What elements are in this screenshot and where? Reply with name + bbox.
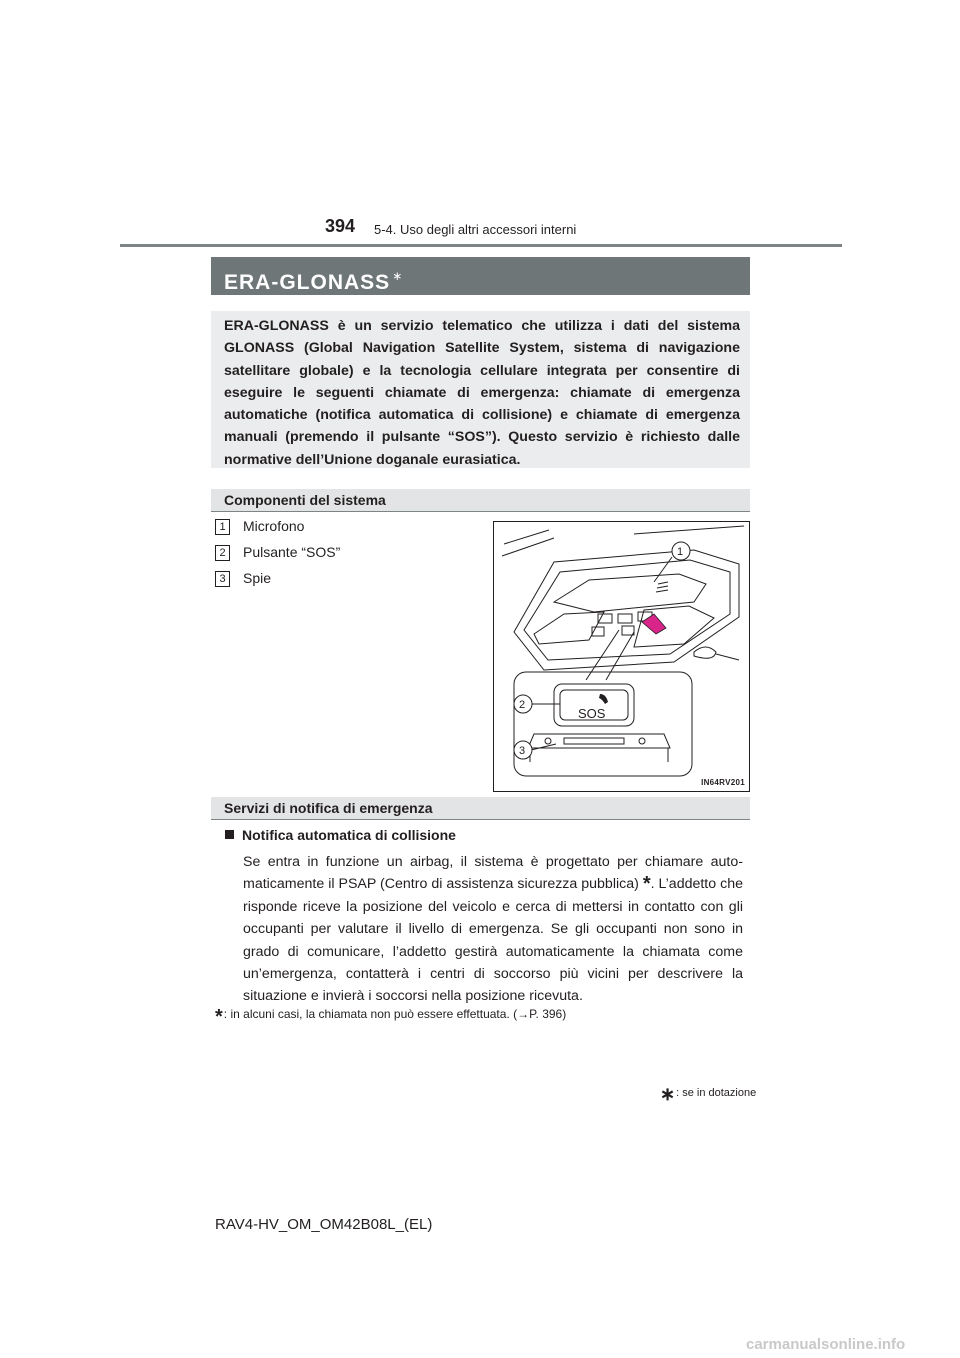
footnote-star: *	[642, 873, 651, 896]
section-title: ERA-GLONASS	[224, 271, 391, 294]
highlight-arrow-icon	[642, 614, 666, 634]
title-marker: ∗	[392, 269, 404, 283]
chapter-title: 5-4. Uso degli altri accessori interni	[374, 222, 577, 237]
overhead-console-figure	[493, 521, 750, 792]
bullet-heading	[225, 827, 456, 843]
collision-notification-text	[243, 851, 743, 1008]
availability-text: : se in dotazione	[676, 1087, 757, 1099]
availability-marker: ∗	[660, 1084, 676, 1104]
intro-box	[211, 311, 750, 468]
callout-3: 3	[519, 745, 526, 757]
footnote	[215, 1006, 566, 1029]
document-code: RAV4-HV_OM_OM42B08L_(EL)	[215, 1216, 433, 1233]
component-label-1: Microfono	[243, 518, 305, 534]
callout-2: 2	[519, 699, 526, 711]
watermark: carmanualsonline.info	[746, 1336, 906, 1353]
body-text-part-2: . L’addetto che risponde riceve la posizione del veicolo e cerca di mettersi in contatto con gli occupanti per valutare il livello di emergenza. Se gli occupanti non sono in grado di comunicare, l’addetto gestirà automaticamente la chiamata come un’emergenza, contatterà i centri di soccorso più vicini per descrivere la situazione e invierà i soccorsi nella posizione ricevuta.	[243, 876, 743, 1005]
component-number-2: 2	[215, 545, 230, 561]
component-number-1: 1	[215, 519, 230, 535]
console-illustration	[494, 522, 750, 792]
sos-button-label: SOS	[578, 706, 606, 721]
component-number-3: 3	[215, 571, 230, 587]
page-number: 394	[325, 216, 356, 236]
header-rule	[120, 244, 842, 247]
section-title-bar	[211, 257, 750, 295]
components-heading: Componenti del sistema	[211, 489, 750, 512]
figure-code: IN64RV201	[701, 778, 745, 787]
component-label-3: Spie	[243, 570, 272, 586]
intro-text: ERA-GLONASS è un servizio telematico che utilizza i dati del sistema GLONASS (Global Navigation Satellite System, sistema di navigazione satellitare globale) e la tecnologia cellulare integrata per consentire di eseguire le seguenti chiamate di emergenza: chiamate di emergenza automatiche (notifica automatica di collisione) e chiamate di emergenza manuali (premendo il pulsante “SOS”). Questo servizio è richiesto dalle normative dell’Unione doganale eurasiatica.	[224, 318, 740, 468]
bullet-heading-text: Notifica automatica di collisione	[242, 827, 456, 843]
availability-note	[660, 1084, 756, 1105]
body-text-part-1: Se entra in funzione un airbag, il sistema è progettato per chiamare automaticamente il PSAP (Centro di assistenza sicurezza pubblica)	[243, 854, 743, 893]
phone-icon	[599, 694, 608, 704]
services-heading: Servizi di notifica di emergenza	[211, 797, 750, 820]
component-label-2: Pulsante “SOS”	[243, 544, 341, 560]
footnote-text: : in alcuni casi, la chiamata non può essere effettuata. (→P. 396)	[223, 1007, 567, 1021]
callout-1: 1	[677, 546, 684, 558]
bullet-square-icon	[225, 830, 234, 839]
footnote-marker: *	[215, 1006, 223, 1028]
